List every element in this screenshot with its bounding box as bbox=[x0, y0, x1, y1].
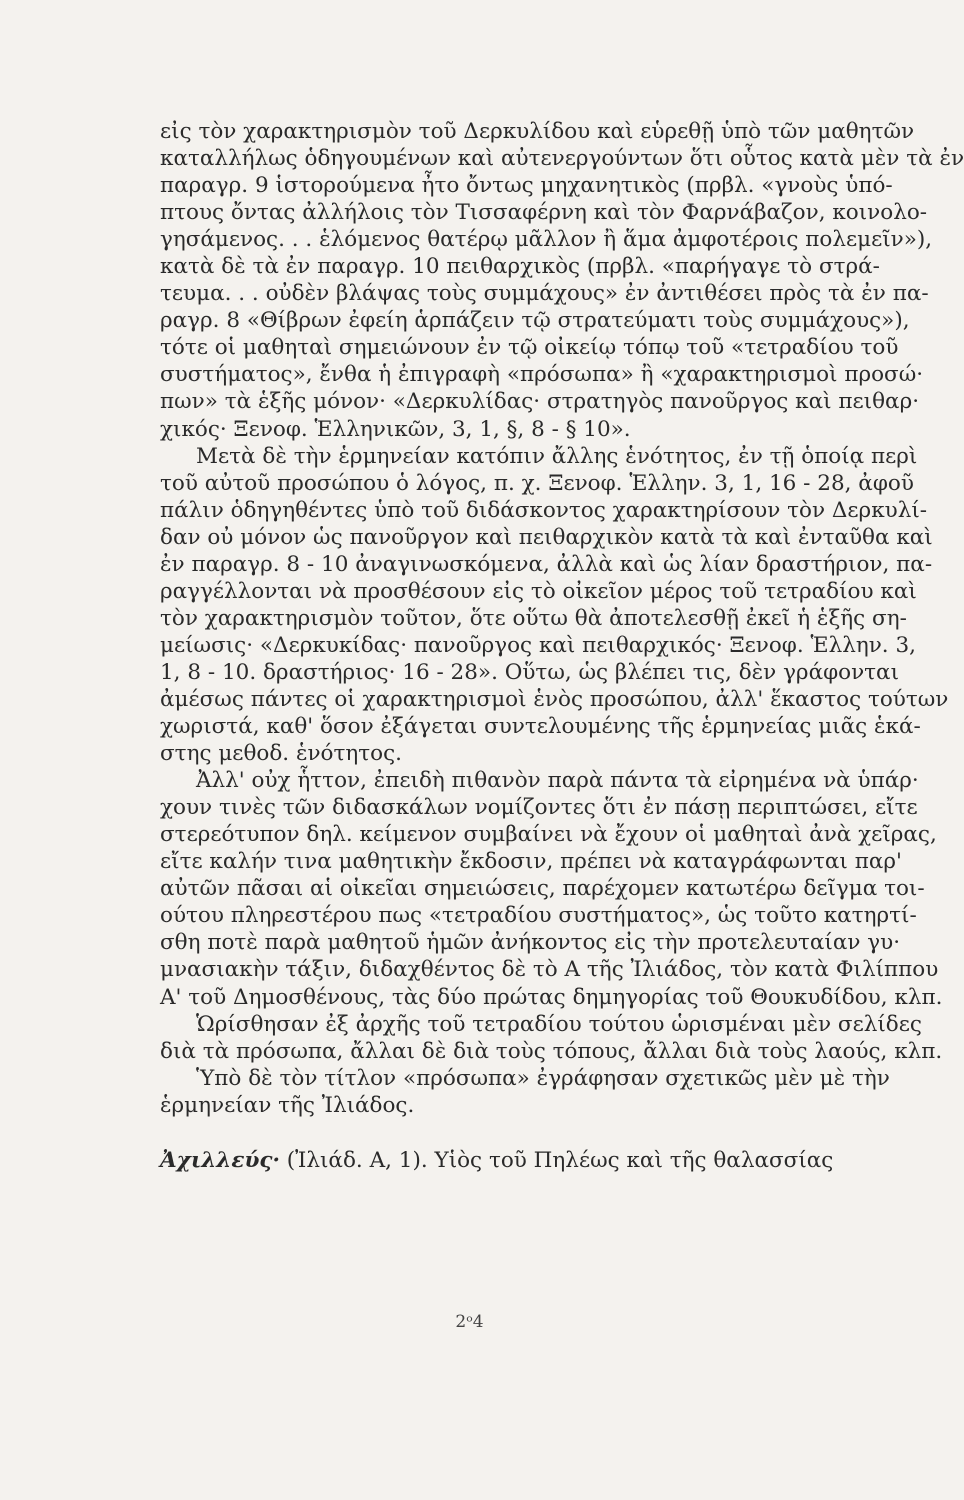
text-line: ἀμέσως πάντες οἱ χαρακτηρισμοὶ ἑνὸς προσώπου, ἀλλ' ἕκαστος τούτων bbox=[160, 686, 949, 712]
text-line: τότε οἱ μαθηταὶ σημειώνουν ἐν τῷ οἰκείῳ τόπῳ τοῦ «τετραδίου τοῦ bbox=[160, 335, 899, 361]
text-line: εἴτε καλήν τινα μαθητικὴν ἔκδοσιν, πρέπει νὰ καταγράφωνται παρ' bbox=[160, 849, 902, 875]
text-line: Μετὰ δὲ τὴν ἑρμηνείαν κατόπιν ἄλλης ἑνότητος, ἐν τῇ ὁποίᾳ περὶ bbox=[196, 443, 918, 469]
text-line: πτους ὄντας ἀλλήλοις τὸν Τισσαφέρνη καὶ τὸν Φαρνάβαζον, κοινολο- bbox=[160, 200, 928, 226]
text-line: ούτου πληρεστέρου πως «τετραδίου συστήματος», ὡς τοῦτο κατηρτί- bbox=[160, 903, 917, 929]
text-line: εἰς τὸν χαρακτηρισμὸν τοῦ Δερκυλίδου καὶ εὑρεθῇ ὑπὸ τῶν μαθητῶν bbox=[160, 119, 915, 144]
text-line: Ἀλλ' οὐχ ἧττον, ἐπειδὴ πιθανὸν παρὰ πάντα τὰ εἰρημένα νὰ ὑπάρ· bbox=[196, 768, 919, 794]
text-line: τευμα. . . οὐδὲν βλάψας τοὺς συμμάχους» ἐν ἀντιθέσει πρὸς τὰ ἐν πα- bbox=[160, 281, 929, 307]
text-line: χωριστά, καθ' ὅσον ἐξάγεται συντελουμένης τῆς ἑρμηνείας μιᾶς ἑκά- bbox=[160, 714, 921, 740]
text-line: τοῦ αὐτοῦ προσώπου ὁ λόγος, π. χ. Ξενοφ. Ἑλλην. 3, 1, 16 - 28, ἀφοῦ bbox=[160, 470, 914, 496]
text-line: Ὡρίσθησαν ἐξ ἀρχῆς τοῦ τετραδίου τούτου ὡρισμέναι μὲν σελίδες bbox=[196, 1011, 922, 1037]
text-line: στερεότυπον δηλ. κείμενον συμβαίνει νὰ ἔχουν οἱ μαθηταὶ ἀνὰ χεῖρας, bbox=[160, 822, 937, 848]
body-text bbox=[160, 118, 964, 1174]
text-line: κατὰ δὲ τὰ ἐν παραγρ. 10 πειθαρχικὸς (πρβλ. «παρήγαγε τὸ στρά- bbox=[160, 254, 880, 280]
text-line: χουν τινὲς τῶν διδασκάλων νομίζοντες ὅτι ἐν πάσῃ περιπτώσει, εἴτε bbox=[160, 795, 918, 821]
text-line: πάλιν ὁδηγηθέντες ὑπὸ τοῦ διδάσκοντος χαρακτηρίσουν τὸν Δερκυλί- bbox=[160, 497, 928, 523]
text-line: γησάμενος. . . ἑλόμενος θατέρῳ μᾶλλον ἢ ἅμα ἀμφοτέροις πολεμεῖν»), bbox=[160, 227, 933, 253]
text-line: μνασιακὴν τάξιν, διδαχθέντος δὲ τὸ Α τῆς Ἰλιάδος, τὸν κατὰ Φιλίππου bbox=[160, 957, 939, 983]
text-line: στης μεθοδ. ἑνότητος. bbox=[160, 741, 402, 767]
text-line: ραγγέλλονται νὰ προσθέσουν εἰς τὸ οἰκεῖον μέρος τοῦ τετραδίου καὶ bbox=[160, 578, 917, 604]
entry-text: (Ἰλιάδ. Α, 1). Υἱὸς τοῦ Πηλέως καὶ τῆς θαλασσίας bbox=[279, 1147, 834, 1173]
text-line: μείωσις· «Δερκυκίδας· πανοῦργος καὶ πειθαρχικός· Ξενοφ. Ἑλλην. 3, bbox=[160, 632, 916, 658]
text-line: καταλλήλως ὁδηγουμένων καὶ αὐτενεργούντων ὅτι οὗτος κατὰ μὲν τὰ ἐν bbox=[160, 146, 964, 172]
text-line: Α' τοῦ Δημοσθένους, τὰς δύο πρώτας δημηγορίας τοῦ Θουκυδίδου, κλπ. bbox=[160, 984, 943, 1010]
text-line: αὐτῶν πᾶσαι αἱ οἰκεῖαι σημειώσεις, παρέχομεν κατωτέρω δεῖγμα τοι- bbox=[160, 876, 925, 902]
text-line: Ὑπὸ δὲ τὸν τίτλον «πρόσωπα» ἐγράφησαν σχετικῶς μὲν μὲ τὴν bbox=[196, 1065, 890, 1091]
text-line: διὰ τὰ πρόσωπα, ἄλλαι δὲ διὰ τοὺς τόπους, ἄλλαι διὰ τοὺς λαούς, κλπ. bbox=[160, 1038, 943, 1064]
entry-term: Ἀχιλλεύς· bbox=[160, 1147, 280, 1173]
text-line: δαν οὐ μόνον ὡς πανοῦργον καὶ πειθαρχικὸν κατὰ τὰ καὶ ἐνταῦθα καὶ bbox=[160, 524, 933, 550]
text-line: 1, 8 - 10. δραστήριος· 16 - 28». Οὕτω, ὡς βλέπει τις, δὲν γράφονται bbox=[160, 659, 899, 685]
paragraph-1 bbox=[160, 118, 964, 443]
text-line: παραγρ. 9 ἱστορούμενα ἦτο ὄντως μηχανητικὸς (πρβλ. «γνοὺς ὑπό- bbox=[160, 173, 893, 199]
paragraph-4 bbox=[160, 1011, 943, 1065]
entry-achilles bbox=[160, 1147, 868, 1174]
text-line: σθη ποτὲ παρὰ μαθητοῦ ἡμῶν ἀνήκοντος εἰς τὴν προτελευταίαν γυ· bbox=[160, 930, 901, 956]
text-line: ἐν παραγρ. 8 - 10 ἀναγινωσκόμενα, ἀλλὰ καὶ ὡς λίαν δραστήριον, πα- bbox=[160, 551, 933, 577]
text-line: χικός· Ξενοφ. Ἑλληνικῶν, 3, 1, §, 8 - § 10». bbox=[160, 416, 631, 442]
paragraph-2 bbox=[160, 443, 949, 768]
text-line: πων» τὰ ἑξῆς μόνον· «Δερκυλίδας· στρατηγὸς πανοῦργος καὶ πειθαρ· bbox=[160, 389, 920, 415]
paragraph-3 bbox=[160, 767, 943, 1010]
text-line: ἑρμηνείαν τῆς Ἰλιάδος. bbox=[160, 1092, 415, 1118]
text-line: συστήματος», ἔνθα ἡ ἐπιγραφὴ «πρόσωπα» ἢ «χαρακτηρισμοὶ προσώ· bbox=[160, 362, 924, 388]
page-number: 2ᵒ4 bbox=[455, 1312, 484, 1332]
text-line: τὸν χαρακτηρισμὸν τοῦτον, ὅτε οὕτω θὰ ἀποτελεσθῇ ἐκεῖ ἡ ἑξῆς ση- bbox=[160, 605, 907, 631]
paragraph-5 bbox=[160, 1065, 890, 1119]
text-line: ραγρ. 8 «Θίβρων ἐφείη ἁρπάζειν τῷ στρατεύματι τοὺς συμμάχους»), bbox=[160, 308, 910, 334]
